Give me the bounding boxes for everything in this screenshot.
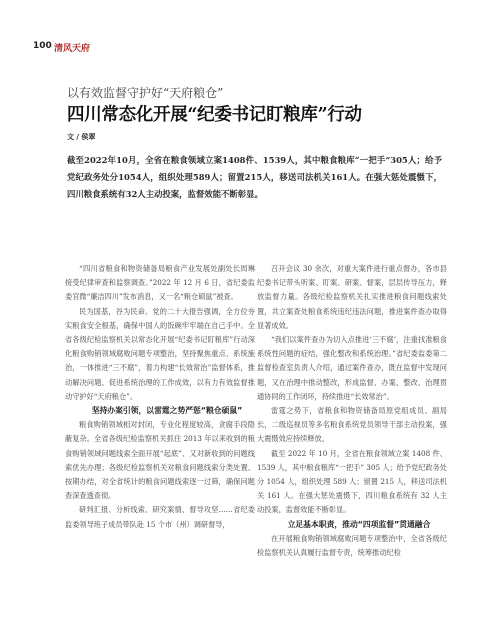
subheading-supervision: 立足基本职责，推动“四项监督”贯通融合 <box>287 519 431 529</box>
subheading-case-handling: 坚持办案引领，以雷霆之势严惩“粮仓硕鼠” <box>91 406 243 416</box>
left-column <box>65 262 255 532</box>
article-summary: 截至2022年10月，全省在粮食领域立案1408件、1539人，其中粮食粮库“一把手”305人；给予党纪政务处分1054人，组织处理589人；留置215人，移送司法机关161人。在强大惩处震慑下，四川粮食系统有32人主动投案，监督效能不断彰显。 <box>67 155 442 200</box>
body-paragraph: “我们以案件查办为切入点推进‘三不腐’，注重找准粮食系统性问题的症结，强化整改和系统治理。”省纪委监委第二监督检查室负责人介绍，通过案件查办，既在监督中发现问题，又在治理中推动整改，形成监督、办案、整改、治理贯通协同的工作闭环，持续推进“长效常治”。 <box>257 335 447 401</box>
section-title: 清风天府 <box>54 44 91 54</box>
body-paragraph: 民为国基，谷为民命。党的二十大报告强调，全方位夯实粮食安全根基，确保中国人的饭碗牢牢端在自己手中。全省各级纪检监察机关以常态化开展“纪委书记盯粮库”行动深化粮食购销领域腐败问题专项整治，坚持聚焦重点、系统施治，一体推进“三不腐”，着力构建“长效常治”监督体系，推动解决问题、促进系统治理的工作成效，以有力有效监督推动守护好“天府粮仓”。 <box>65 306 255 401</box>
body-paragraph: 截至 2022 年 10 月，全省在粮食领域立案 1408 件、1539 人，其中粮食粮库“一把手” 305 人；给予党纪政务处分 1054 人，组织处理 589 人；留置 215 人，移送司法机关 161 人。在强大惩处震慑下，四川粮食系统有 32 人主动投案，监督效能不断彰显。 <box>257 448 447 515</box>
page-number: 100 <box>33 41 52 51</box>
right-column <box>257 262 447 560</box>
body-paragraph: 粮食购销领域相对封闭，专业化程度较高，贪腐手段隐蔽复杂。全省各级纪检监察机关抓住 2013 年以来收到的粮食购销领域问题线索全面开展“起底”、又对新收到的问题线索优先办理；各级纪检监察机关对粮食问题线索分类处置、按期办结，对全省统计的粮食问题线索逐一过筛，确保问题查深查透查彻。 <box>65 420 255 501</box>
body-paragraph: “四川省粮食和物资储备局粮食产业发展处副处长周琳接受纪律审查和监察调查。”2022 年 12 月 6 日，省纪委监委官微“廉洁四川”发布消息，又一名“粮仓硕鼠”被查。 <box>65 264 255 302</box>
body-paragraph: 召开会议 30 余次，对重大案件进行重点督办，各市县纪委书记带头听案、盯案、研案、督案，层层传导压力，释放监督力量。各级纪检监察机关扎实推进粮食问题线索处置，共立案查处粮食系统违纪违法问题，推进案件查办取得显著成效。 <box>257 264 447 330</box>
body-paragraph: 雷霆之势下，省粮食和物资储备局原党组成员、副局长，二级巡视员等多名粮食系统党员领导干部主动投案，强大震慑效应持续释放。 <box>257 406 447 444</box>
article-kicker: 以有效监督守护好“天府粮仓” <box>67 86 224 100</box>
body-paragraph: 研判汇报、分析线索、研究案情、督导攻坚……省纪委监委领导班子成员带队赴 15 个市（州）调研督导， <box>65 505 255 529</box>
article-byline: 文 / 侯翠 <box>67 133 96 141</box>
body-paragraph: 在开展粮食购销领域腐败问题专项整治中，全省各级纪检监察机关认真履行监督专责，统筹推动纪检 <box>257 533 447 558</box>
article-headline: 四川常态化开展“纪委书记盯粮库”行动 <box>67 105 362 125</box>
